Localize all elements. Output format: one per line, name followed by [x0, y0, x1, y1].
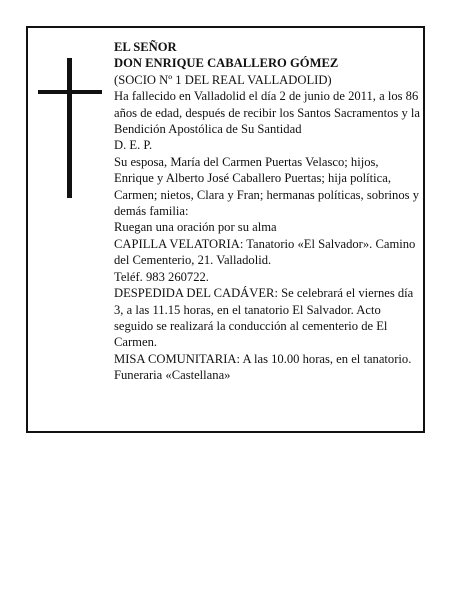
cross-icon: [38, 58, 102, 198]
prayer-request: Ruegan una oración por su alma: [114, 220, 277, 235]
phone-number: Teléf. 983 260722.: [114, 269, 209, 284]
obituary-notice: [26, 26, 425, 433]
rip-line: D. E. P.: [114, 138, 153, 153]
mass-info: MISA COMUNITARIA: A las 10.00 horas, en el tanatorio.: [114, 351, 412, 366]
obituary-title: EL SEÑOR: [114, 40, 177, 54]
chapel-info: CAPILLA VELATORIA: Tanatorio «El Salvador». Camino del Cementerio, 21. Valladolid.: [114, 236, 416, 268]
membership-note: (SOCIO Nº 1 DEL REAL VALLADOLID): [114, 72, 332, 87]
deceased-name: DON ENRIQUE CABALLERO GÓMEZ: [114, 56, 339, 71]
farewell-info: DESPEDIDA DEL CADÁVER: Se celebrará el viernes día 3, a las 11.15 horas, en el tanatorio El Salvador. Acto seguido se realizará la conducción al cementerio de El Carmen.: [114, 286, 414, 350]
cross-vertical-bar: [67, 58, 72, 198]
family-list: Su esposa, María del Carmen Puertas Velasco; hijos, Enrique y Alberto José Caballero Puertas; hija política, Carmen; nietos, Clara y Fran; hermanas políticas, sobrinos y demás familia:: [114, 154, 419, 219]
cross-horizontal-bar: [38, 90, 102, 94]
funeral-home: Funeraria «Castellana»: [114, 368, 231, 383]
death-notice: Ha fallecido en Valladolid el día 2 de junio de 2011, a los 86 años de edad, después de recibir los Santos Sacramentos y la Bendición Apostólica de Su Santidad: [114, 89, 421, 137]
obituary-text: [114, 39, 420, 384]
